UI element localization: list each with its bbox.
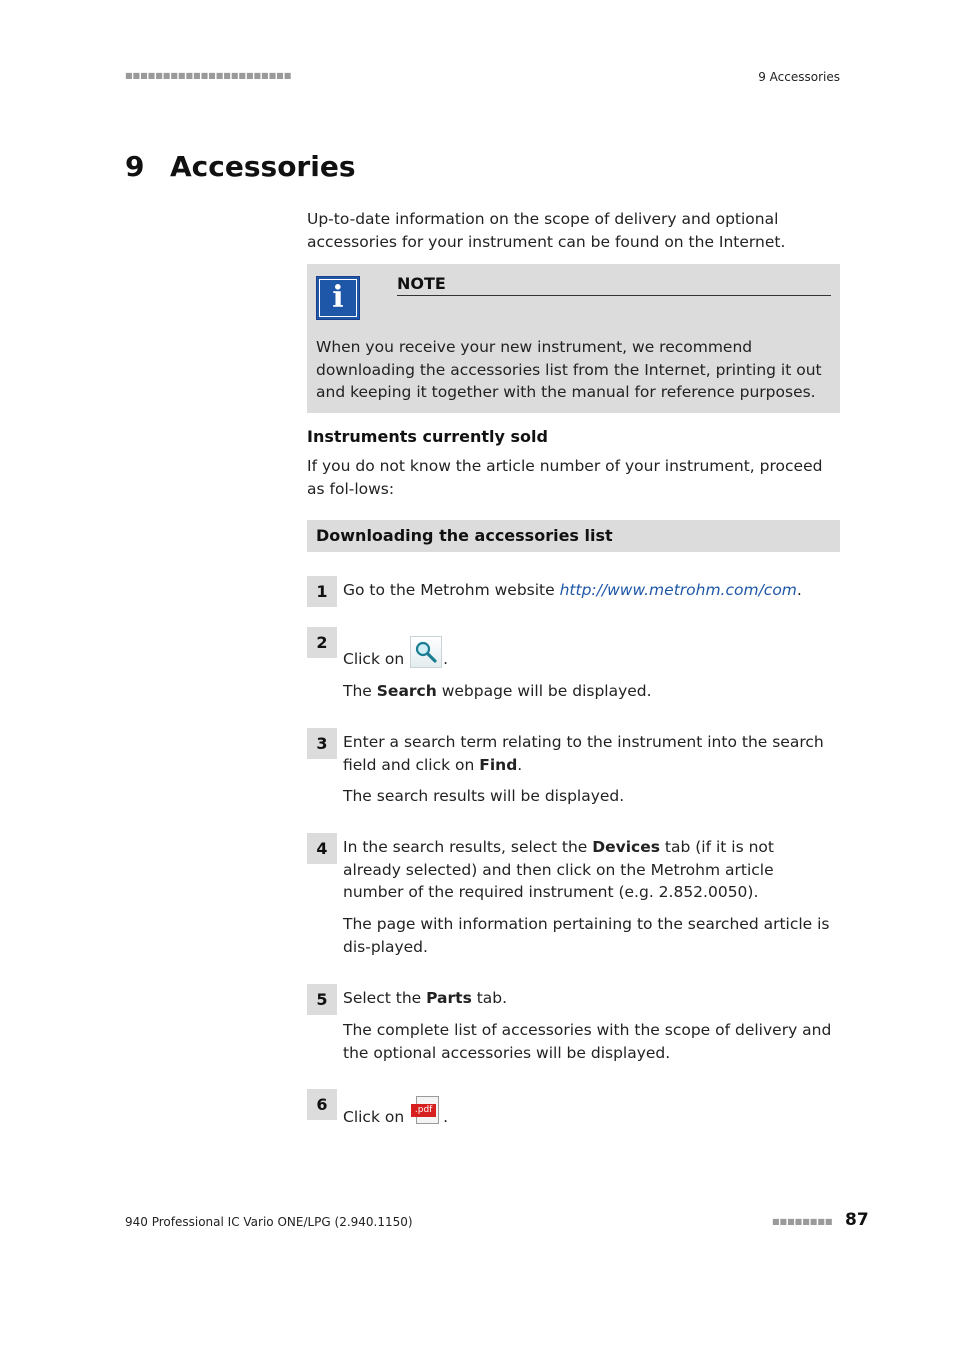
page-number: 87 bbox=[845, 1210, 869, 1230]
footer-decoration: ■■■■■■■■ bbox=[772, 1217, 833, 1226]
step-number: 4 bbox=[307, 833, 337, 864]
chapter-number: 9 bbox=[125, 150, 145, 183]
metrohm-website-link[interactable]: http://www.metrohm.com/com bbox=[559, 581, 797, 599]
header-decoration: ■■■■■■■■■■■■■■■■■■■■■■ bbox=[125, 71, 292, 80]
step-3-text: Enter a search term relating to the instrument into the search field and click on Find. bbox=[343, 733, 824, 774]
step-3-result: The search results will be displayed. bbox=[343, 787, 625, 805]
step-2-text: Click on . bbox=[343, 636, 833, 671]
info-icon: i bbox=[316, 276, 360, 320]
step-5-text: Select the Parts tab. bbox=[343, 989, 508, 1007]
note-text: When you receive your new instrument, we recommend downloading the accessories list from the Internet, printing it out and keeping it together with the manual for reference purposes. bbox=[316, 338, 822, 401]
step-6-text: Click on .pdf . bbox=[343, 1096, 833, 1129]
chapter-title-text: Accessories bbox=[170, 150, 356, 183]
step-1-text: Go to the Metrohm website http://www.metrohm.com/com. bbox=[343, 581, 802, 599]
search-icon[interactable] bbox=[410, 636, 442, 668]
step-4-result: The page with information pertaining to the searched article is dis-played. bbox=[343, 915, 830, 956]
intro-paragraph: Up-to-date information on the scope of delivery and optional accessories for your instrument can be found on the Internet. bbox=[307, 210, 786, 251]
step-4-text: In the search results, select the Devices tab (if it is not already selected) and then click on the Metrohm article number of the required instrument (e.g. 2.852.0050). bbox=[343, 838, 774, 901]
step-2-result: The Search webpage will be displayed. bbox=[343, 682, 652, 700]
note-divider bbox=[397, 295, 831, 296]
note-title: NOTE bbox=[397, 274, 446, 293]
note-box bbox=[307, 264, 840, 413]
pdf-icon[interactable]: .pdf bbox=[411, 1096, 441, 1126]
chapter-title bbox=[125, 150, 356, 183]
step-number: 2 bbox=[307, 627, 337, 658]
footer-product: 940 Professional IC Vario ONE/LPG (2.940.1150) bbox=[125, 1215, 413, 1229]
step-number: 5 bbox=[307, 984, 337, 1015]
procedure-title: Downloading the accessories list bbox=[316, 526, 613, 545]
running-header: 9 Accessories bbox=[758, 70, 840, 84]
section-paragraph: If you do not know the article number of your instrument, proceed as fol-lows: bbox=[307, 457, 823, 498]
step-number: 1 bbox=[307, 576, 337, 607]
procedure-title-bar bbox=[307, 520, 840, 552]
step-5-result: The complete list of accessories with the scope of delivery and the optional accessories will be displayed. bbox=[343, 1021, 832, 1062]
step-number: 3 bbox=[307, 728, 337, 759]
step-number: 6 bbox=[307, 1089, 337, 1120]
section-heading: Instruments currently sold bbox=[307, 427, 548, 446]
